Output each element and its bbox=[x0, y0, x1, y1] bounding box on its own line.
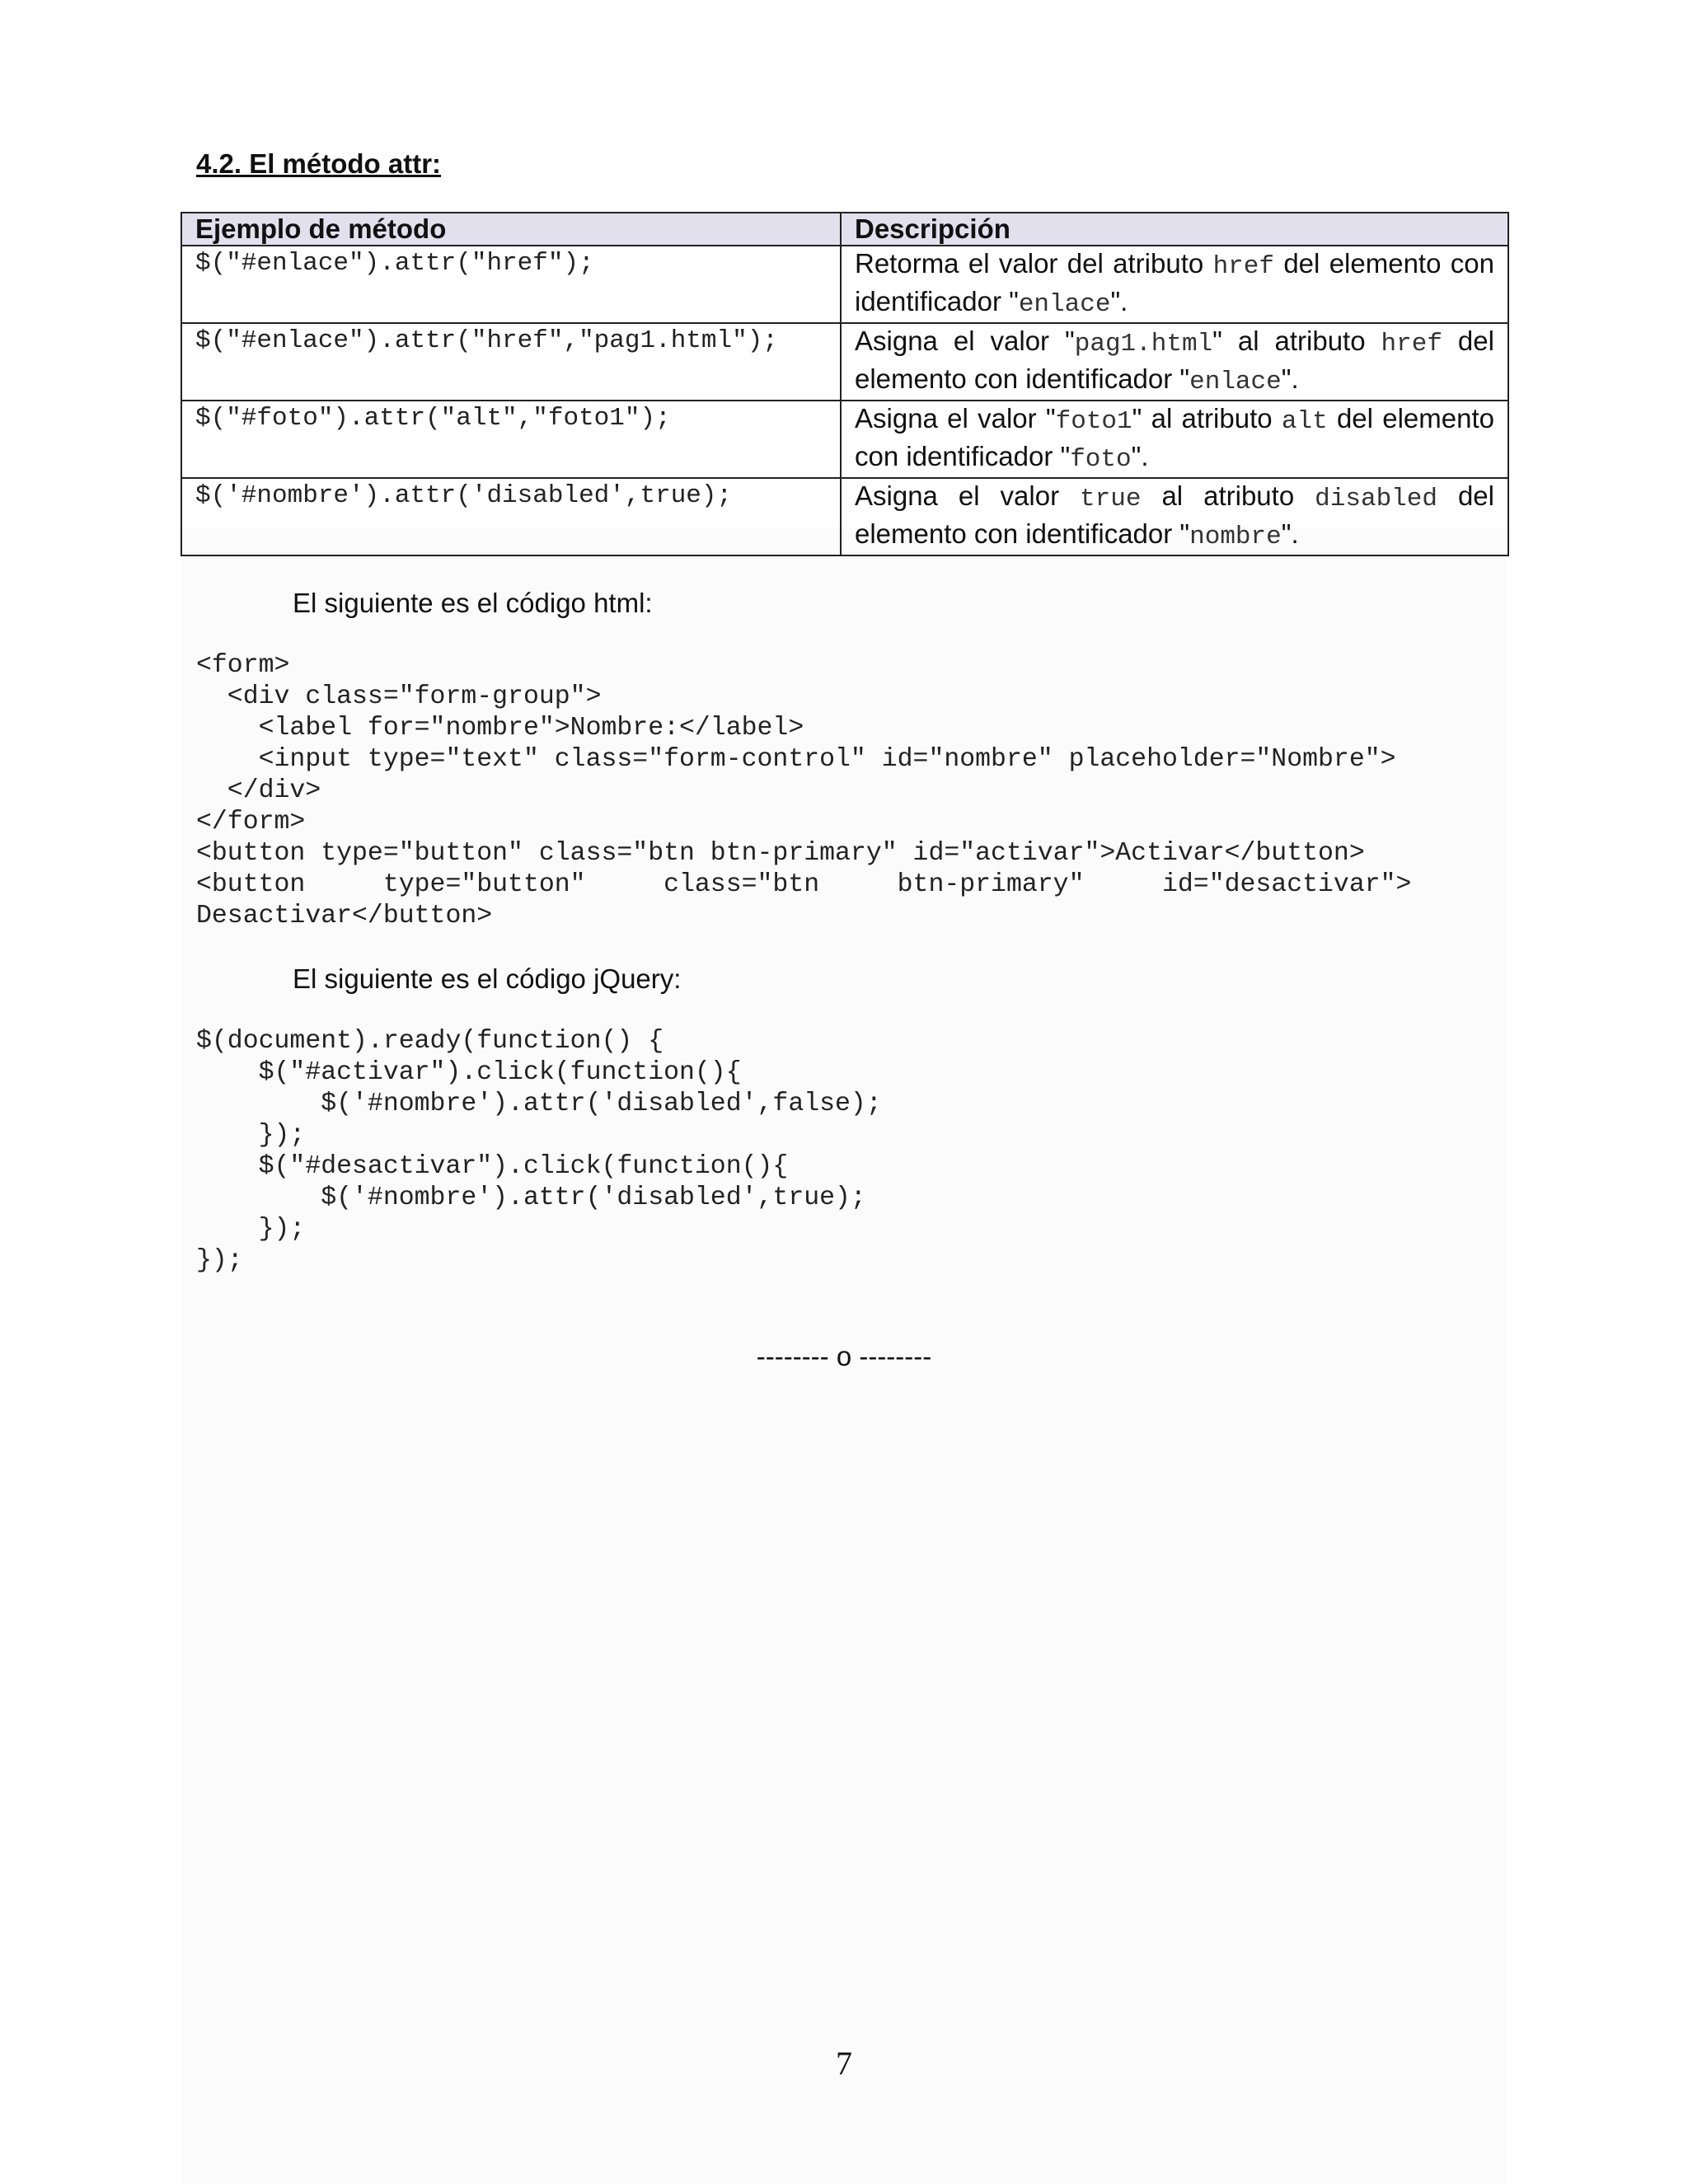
description-text: del elemento con identificador " bbox=[855, 403, 1494, 471]
description-text: " al atributo bbox=[1212, 326, 1381, 356]
description-text: Asigna el valor " bbox=[855, 403, 1056, 434]
column-header-example: Ejemplo de método bbox=[181, 213, 841, 246]
method-example: $("#enlace").attr("href"); bbox=[181, 246, 841, 323]
inline-code: pag1.html bbox=[1074, 330, 1213, 359]
inline-code: true bbox=[1080, 485, 1142, 513]
inline-code: alt bbox=[1281, 407, 1328, 436]
method-example: $("#foto").attr("alt","foto1"); bbox=[181, 401, 841, 478]
inline-code: nombre bbox=[1189, 523, 1282, 551]
inline-code: disabled bbox=[1315, 485, 1437, 513]
inline-code: enlace bbox=[1018, 290, 1111, 319]
description-text: ". bbox=[1281, 363, 1299, 394]
table-row bbox=[181, 478, 1508, 555]
attr-methods-table bbox=[181, 212, 1509, 556]
section-heading: 4.2. El método attr: bbox=[196, 148, 442, 179]
inline-code: href bbox=[1381, 330, 1442, 359]
section-separator: -------- o -------- bbox=[756, 1341, 932, 1371]
method-description bbox=[841, 323, 1508, 401]
description-text: del elemento con identificador " bbox=[855, 326, 1494, 394]
column-header-description: Descripción bbox=[841, 213, 1508, 246]
table-row bbox=[181, 401, 1508, 478]
description-text: Asigna el valor bbox=[855, 480, 1081, 511]
inline-code: enlace bbox=[1189, 368, 1282, 396]
inline-code: foto1 bbox=[1055, 407, 1132, 436]
html-code-block: <form> <div class="form-group"> <label for="nombre">Nombre:</label> <input type="text" class="form-control" id="nombre" placeholder="Nombre"> </div> </form> <button type="button" class="btn btn-primary" id="activar">Activar</button> <button type="button" class="btn btn-primary" id="desactivar"> Desactivar</button> bbox=[196, 651, 1412, 930]
description-text: al atributo bbox=[1141, 480, 1315, 511]
description-text: ". bbox=[1281, 518, 1299, 549]
inline-code: foto bbox=[1070, 445, 1132, 474]
description-text: ". bbox=[1110, 286, 1128, 316]
table-row bbox=[181, 246, 1508, 323]
description-text: Asigna el valor " bbox=[855, 326, 1075, 356]
description-text: ". bbox=[1131, 441, 1149, 471]
method-description bbox=[841, 246, 1508, 323]
inline-code: href bbox=[1212, 252, 1274, 281]
jquery-intro-text: El siguiente es el código jQuery: bbox=[293, 963, 682, 994]
table-header-row bbox=[181, 213, 1508, 246]
jquery-code-block: $(document).ready(function() { $("#activar").click(function(){ $('#nombre').attr('disabled',false); }); $("#desactivar").click(function(){ $('#nombre').attr('disabled',true); }); }); bbox=[196, 1027, 882, 1275]
description-text: del elemento con identificador " bbox=[855, 480, 1494, 549]
table-row bbox=[181, 323, 1508, 401]
description-text: " al atributo bbox=[1132, 403, 1282, 434]
method-example: $("#enlace").attr("href","pag1.html"); bbox=[181, 323, 841, 401]
method-description bbox=[841, 478, 1508, 555]
method-example: $('#nombre').attr('disabled',true); bbox=[181, 478, 841, 555]
description-text: Retorma el valor del atributo bbox=[855, 248, 1213, 279]
description-text: del elemento con identificador " bbox=[855, 248, 1494, 316]
html-intro-text: El siguiente es el código html: bbox=[293, 588, 653, 618]
method-description bbox=[841, 401, 1508, 478]
page-number: 7 bbox=[836, 2045, 852, 2082]
